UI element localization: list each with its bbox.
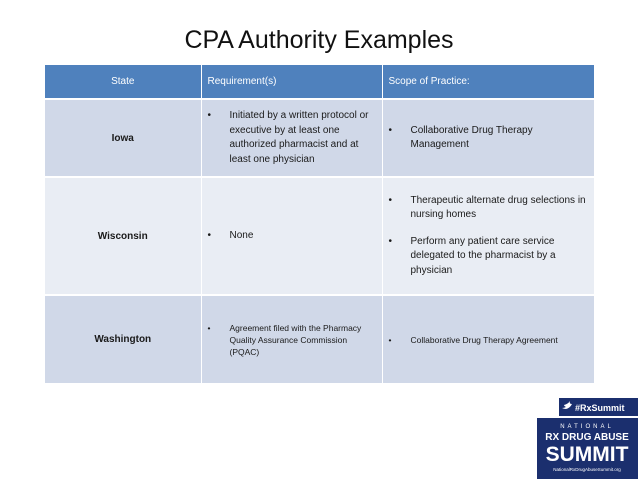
scope-text: Perform any patient care service delegated to the pharmacist by a physician (410, 235, 556, 276)
list-item (208, 109, 374, 167)
list-item (389, 124, 587, 153)
requirement-text: Initiated by a written protocol or executive by at least one authorized pharmacist and at least one physician (229, 110, 369, 165)
logo-url: NationalRxDrugAbuseSummit.org (553, 467, 621, 472)
bullet-icon: • (388, 194, 393, 206)
state-cell: Iowa (45, 99, 201, 177)
cpa-authority-table (45, 65, 594, 383)
list-item (208, 322, 374, 358)
bullet-icon: • (207, 110, 212, 121)
page-title: CPA Authority Examples (184, 26, 454, 54)
scope-cell (382, 295, 594, 383)
bullet-icon: • (207, 322, 211, 333)
table-row (45, 99, 594, 177)
header-scope: Scope of Practice: (382, 65, 594, 99)
requirements-cell (201, 295, 382, 383)
list-item (389, 235, 587, 279)
requirement-text: Agreement filed with the Pharmacy Quality Assurance Commission (PQAC) (229, 322, 362, 357)
table-row (45, 295, 594, 383)
scope-cell (382, 177, 594, 295)
bullet-icon: • (388, 334, 392, 345)
requirements-cell (201, 177, 382, 295)
state-cell: Wisconsin (45, 177, 201, 295)
header-state: State (45, 65, 201, 99)
header-requirements: Requirement(s) (201, 65, 382, 99)
logo-line-rx: RX DRUG ABUSE (545, 432, 629, 443)
table-row (45, 177, 594, 295)
scope-text: Collaborative Drug Therapy Management (410, 124, 533, 150)
list-item (389, 194, 587, 223)
list-item (208, 229, 374, 244)
table-header-row (45, 65, 594, 99)
logo-line-summit: SUMMIT (545, 443, 629, 466)
bullet-icon: • (207, 229, 212, 241)
scope-text: Therapeutic alternate drug selections in nursing homes (410, 194, 586, 221)
hashtag-text: #RxSummit (575, 403, 625, 413)
scope-cell (382, 99, 594, 177)
bullet-icon: • (388, 124, 393, 136)
state-cell: Washington (45, 295, 201, 383)
logo-line-national: NATIONAL (560, 424, 614, 430)
bullet-icon: • (388, 235, 393, 247)
requirements-cell (201, 99, 382, 177)
requirement-text: None (229, 229, 254, 241)
scope-text: Collaborative Drug Therapy Agreement (410, 334, 558, 345)
rx-summit-logo (537, 398, 638, 479)
list-item (389, 334, 587, 346)
